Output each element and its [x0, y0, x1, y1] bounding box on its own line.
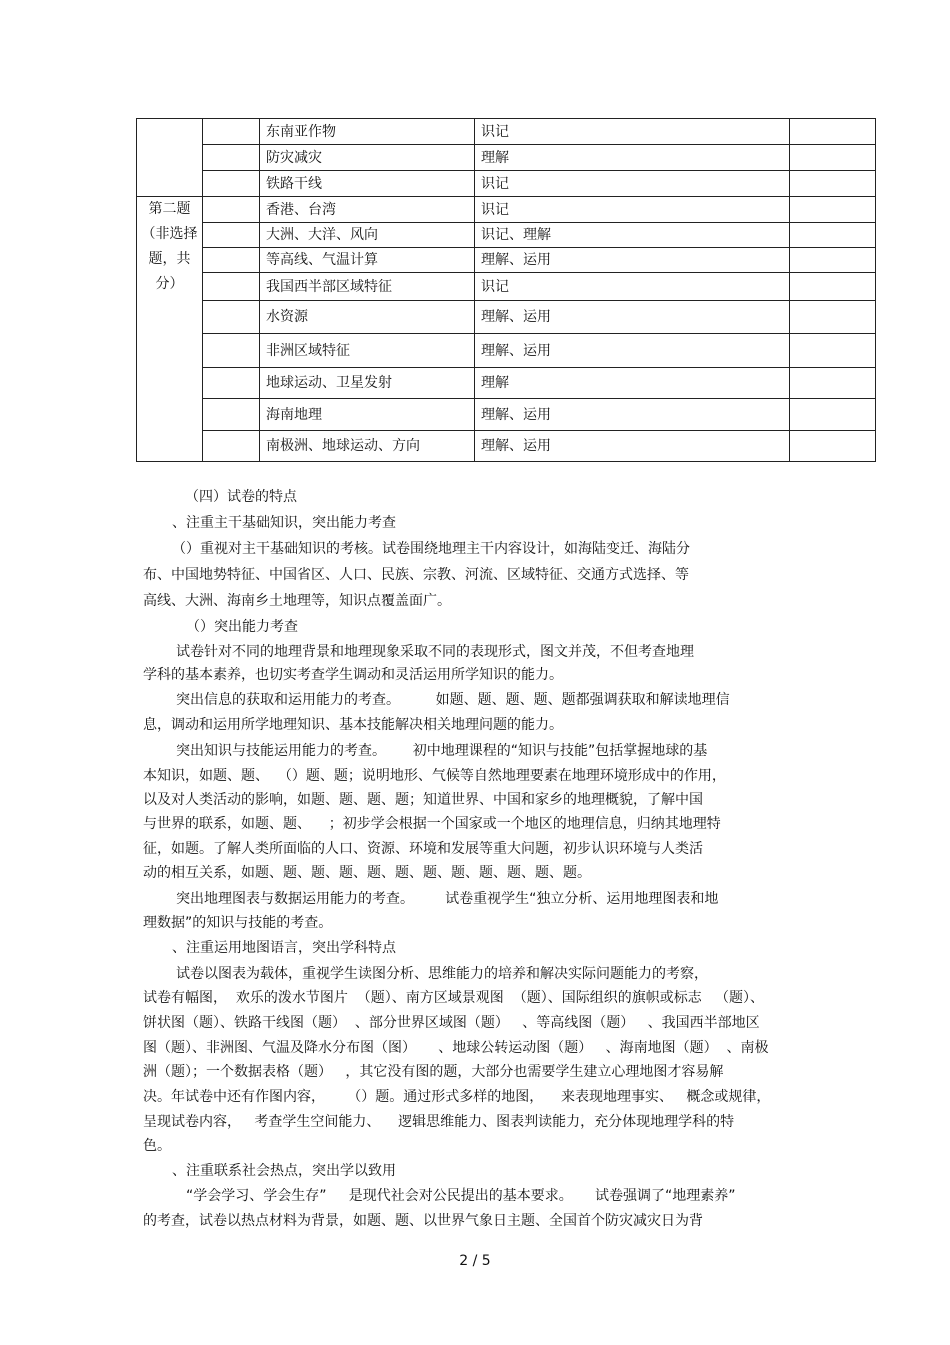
topic-cell: 我国西半部区域特征	[260, 273, 475, 301]
subheading: 、注重联系社会热点，突出学以致用	[172, 1163, 396, 1179]
text-line: 决。年试卷中还有作图内容， （）题。通过形式多样的地图， 来表现地理事实、 概念或规律，	[143, 1089, 771, 1105]
topic-cell: 铁路干线	[260, 171, 475, 197]
topic-cell: 东南亚作物	[260, 119, 475, 145]
text-line: 息，调动和运用所学地理知识、基本技能解决相关地理问题的能力。	[143, 717, 563, 733]
topic-cell: 等高线、气温计算	[260, 248, 475, 273]
text-line: 布、中国地势特征、中国省区、人口、民族、宗教、河流、区域特征、交通方式选择、等	[143, 567, 689, 583]
level-cell: 理解、运用	[475, 301, 790, 334]
text-line: 突出知识与技能运用能力的考查。 初中地理课程的“知识与技能”包括掌握地球的基	[176, 743, 708, 759]
text-line: 理数据”的知识与技能的考查。	[143, 915, 333, 931]
text-line: 图（题）、非洲图、气温及降水分布图（图） 、地球公转运动图（题） 、海南地图（题） 、南极	[143, 1040, 769, 1056]
page-number: 2 / 5	[459, 1253, 491, 1269]
level-cell: 理解	[475, 368, 790, 399]
text-line: 学科的基本素养，也切实考查学生调动和灵活运用所学知识的能力。	[143, 667, 563, 683]
subheading: 、注重主干基础知识，突出能力考查	[172, 515, 396, 531]
section-cell-empty	[137, 119, 203, 197]
level-cell: 识记	[475, 273, 790, 301]
topic-cell: 大洲、大洋、风向	[260, 223, 475, 248]
table-row	[137, 368, 876, 399]
text-line: 突出信息的获取和运用能力的考查。 如题、题、题、题、题都强调获取和解读地理信	[176, 692, 730, 708]
level-cell: 识记	[475, 119, 790, 145]
exam-content-table	[136, 118, 876, 462]
topic-cell: 香港、台湾	[260, 197, 475, 223]
text-line: 以及对人类活动的影响，如题、题、题、题；知道世界、中国和家乡的地理概貌，了解中国	[143, 792, 703, 808]
subheading: （）突出能力考查	[186, 619, 298, 635]
level-cell: 理解、运用	[475, 399, 790, 431]
level-cell: 识记、理解	[475, 223, 790, 248]
topic-cell: 水资源	[260, 301, 475, 334]
level-cell: 识记	[475, 171, 790, 197]
table-row	[137, 399, 876, 431]
table-row	[137, 431, 876, 462]
table-row	[137, 273, 876, 301]
text-line: 与世界的联系，如题、题、 ；初步学会根据一个国家或一个地区的地理信息，归纳其地理特	[143, 816, 721, 832]
text-line: 试卷针对不同的地理背景和地理现象采取不同的表现形式，图文并茂，不但考查地理	[176, 644, 694, 660]
table-row	[137, 248, 876, 273]
text-line: 突出地理图表与数据运用能力的考查。 试卷重视学生“独立分析、运用地理图表和地	[176, 891, 719, 907]
level-cell: 理解	[475, 145, 790, 171]
section-label: 第二题（非选择题，共分）	[141, 201, 198, 292]
level-cell: 理解、运用	[475, 431, 790, 462]
table-row	[137, 197, 876, 223]
topic-cell: 海南地理	[260, 399, 475, 431]
topic-cell: 地球运动、卫星发射	[260, 368, 475, 399]
table-row	[137, 301, 876, 334]
topic-cell: 防灾减灾	[260, 145, 475, 171]
text-line: 本知识，如题、题、 （）题、题；说明地形、气候等自然地理要素在地理环境形成中的作用，	[143, 768, 726, 784]
text-line: 的考查，试卷以热点材料为背景，如题、题、以世界气象日主题、全国首个防灾减灾日为背	[143, 1213, 703, 1229]
table-row	[137, 119, 876, 145]
text-line: （）重视对主干基础知识的考核。试卷围绕地理主干内容设计，如海陆变迁、海陆分	[172, 541, 690, 557]
level-cell: 理解、运用	[475, 248, 790, 273]
text-line: 试卷以图表为载体，重视学生读图分析、思维能力的培养和解决实际问题能力的考察，	[176, 966, 708, 982]
text-line: 饼状图（题）、铁路干线图（题） 、部分世界区域图（题） 、等高线图（题） 、我国西半部地区	[143, 1015, 760, 1031]
level-cell: 理解、运用	[475, 334, 790, 368]
text-line: 洲（题）；一个数据表格（题） ，其它没有图的题，大部分也需要学生建立心理地图才容易解	[143, 1064, 724, 1080]
topic-cell: 南极洲、地球运动、方向	[260, 431, 475, 462]
section-cell	[137, 197, 203, 462]
text-line: 试卷有幅图， 欢乐的泼水节图片 （题）、南方区域景观图 （题）、国际组织的旗帜或标志 （题）、	[143, 990, 765, 1006]
text-line: 征，如题。了解人类所面临的人口、资源、环境和发展等重大问题，初步认识环境与人类活	[143, 841, 703, 857]
text-line: 色。	[143, 1138, 171, 1154]
text-line: 动的相互关系，如题、题、题、题、题、题、题、题、题、题、题、题。	[143, 865, 591, 881]
table-row	[137, 334, 876, 368]
topic-cell: 非洲区域特征	[260, 334, 475, 368]
section-heading: （四）试卷的特点	[185, 489, 297, 505]
level-cell: 识记	[475, 197, 790, 223]
text-line: 高线、大洲、海南乡土地理等，知识点覆盖面广。	[143, 593, 451, 609]
text-line: 呈现试卷内容， 考查学生空间能力、 逻辑思维能力、图表判读能力，充分体现地理学科的特	[143, 1114, 735, 1130]
subheading: 、注重运用地图语言，突出学科特点	[172, 940, 396, 956]
table-row	[137, 171, 876, 197]
table-row	[137, 145, 876, 171]
table-row	[137, 223, 876, 248]
text-line: “学会学习、学会生存” 是现代社会对公民提出的基本要求。 试卷强调了“地理素养”	[186, 1188, 736, 1204]
